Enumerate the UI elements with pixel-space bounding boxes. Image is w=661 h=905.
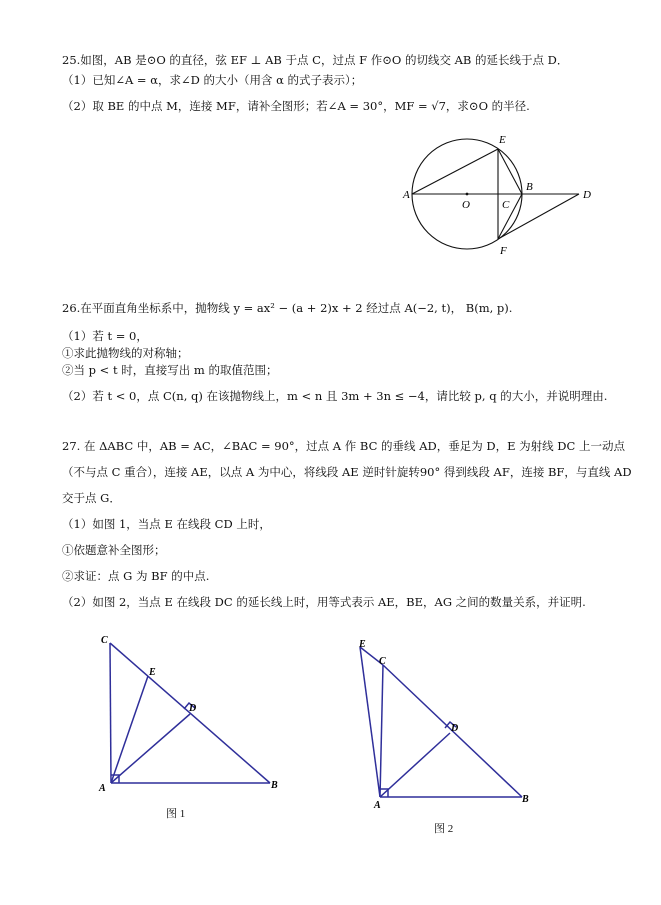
q27-part1-a: ①依题意补全图形； — [62, 543, 166, 557]
q27-part1: （1）如图 1，当点 E 在线段 CD 上时， — [62, 517, 271, 531]
segment-eb — [498, 149, 522, 194]
q27-part1-b: ②求证：点 G 为 BF 的中点. — [62, 569, 210, 583]
label-e: E — [499, 134, 506, 146]
fig2-label-a: A — [374, 800, 381, 810]
fig2-label-e: E — [359, 639, 366, 650]
q26-stem: 26.在平面直角坐标系中，抛物线 y = ax² − (a + 2)x + 2 经过点 A(−2, t)， B(m, p). — [62, 301, 513, 315]
fig1-label-b: B — [271, 780, 278, 791]
q25-circle-figure — [400, 128, 610, 263]
fig1-label-c: C — [101, 635, 108, 646]
label-o: O — [462, 199, 470, 211]
fig2-label-c: C — [379, 656, 386, 667]
q26-part2: （2）若 t < 0，点 C(n, q) 在该抛物线上，m < n 且 3m + 3n ≤ −4，请比较 p, q 的大小，并说明理由. — [62, 389, 608, 403]
q27-stem-line3: 交于点 G． — [62, 491, 121, 505]
q27-part2: （2）如图 2，当点 E 在线段 DC 的延长线上时，用等式表示 AE，BE，AG 之间的数量关系，并证明. — [62, 595, 586, 609]
q27-figure-2 — [350, 635, 540, 810]
fig1-label-d: D — [189, 703, 197, 714]
label-f: F — [500, 245, 507, 257]
q27-figure-1 — [90, 630, 290, 800]
segment-ae — [412, 149, 498, 194]
label-d: D — [583, 189, 591, 201]
q27-stem-line1: 27. 在 ΔABC 中，AB = AC，∠BAC = 90°，过点 A 作 BC 的垂线 AD，垂足为 D，E 为射线 DC 上一动点 — [62, 439, 625, 453]
label-a: A — [403, 189, 410, 201]
q25-stem: 25.如图，AB 是⊙O 的直径，弦 EF ⊥ AB 于点 C，过点 F 作⊙O 的切线交 AB 的延长线于点 D． — [62, 53, 569, 67]
label-b: B — [526, 181, 533, 193]
fig2-segment-ea — [360, 647, 380, 797]
q27-stem-line2: （不与点 C 重合），连接 AE，以点 A 为中心，将线段 AE 逆时针旋转90° 得到线段 AF，连接 BF，与直线 AD — [62, 465, 632, 479]
fig2-label-d: D — [451, 723, 459, 734]
center-dot — [466, 193, 469, 196]
fig2-caption: 图 2 — [434, 823, 454, 835]
fig1-segment-ac — [110, 643, 111, 783]
fig2-label-b: B — [522, 794, 529, 805]
q26-part1-b: ②当 p < t 时，直接写出 m 的取值范围； — [62, 363, 278, 377]
fig2-segment-ac — [380, 665, 383, 797]
q25-part2: （2）取 BE 的中点 M，连接 MF，请补全图形；若∠A = 30°，MF = √7，求⊙O 的半径. — [62, 99, 530, 113]
label-c: C — [502, 199, 510, 211]
fig1-label-e: E — [149, 667, 156, 678]
fig2-segment-ad — [380, 733, 450, 797]
fig1-caption: 图 1 — [166, 808, 186, 820]
q26-part1: （1）若 t = 0， — [62, 329, 148, 343]
q26-part1-a: ①求此抛物线的对称轴； — [62, 346, 189, 360]
fig1-label-a: A — [99, 783, 106, 794]
q25-part1: （1）已知∠A = α，求∠D 的大小（用含 α 的式子表示）； — [62, 73, 363, 87]
